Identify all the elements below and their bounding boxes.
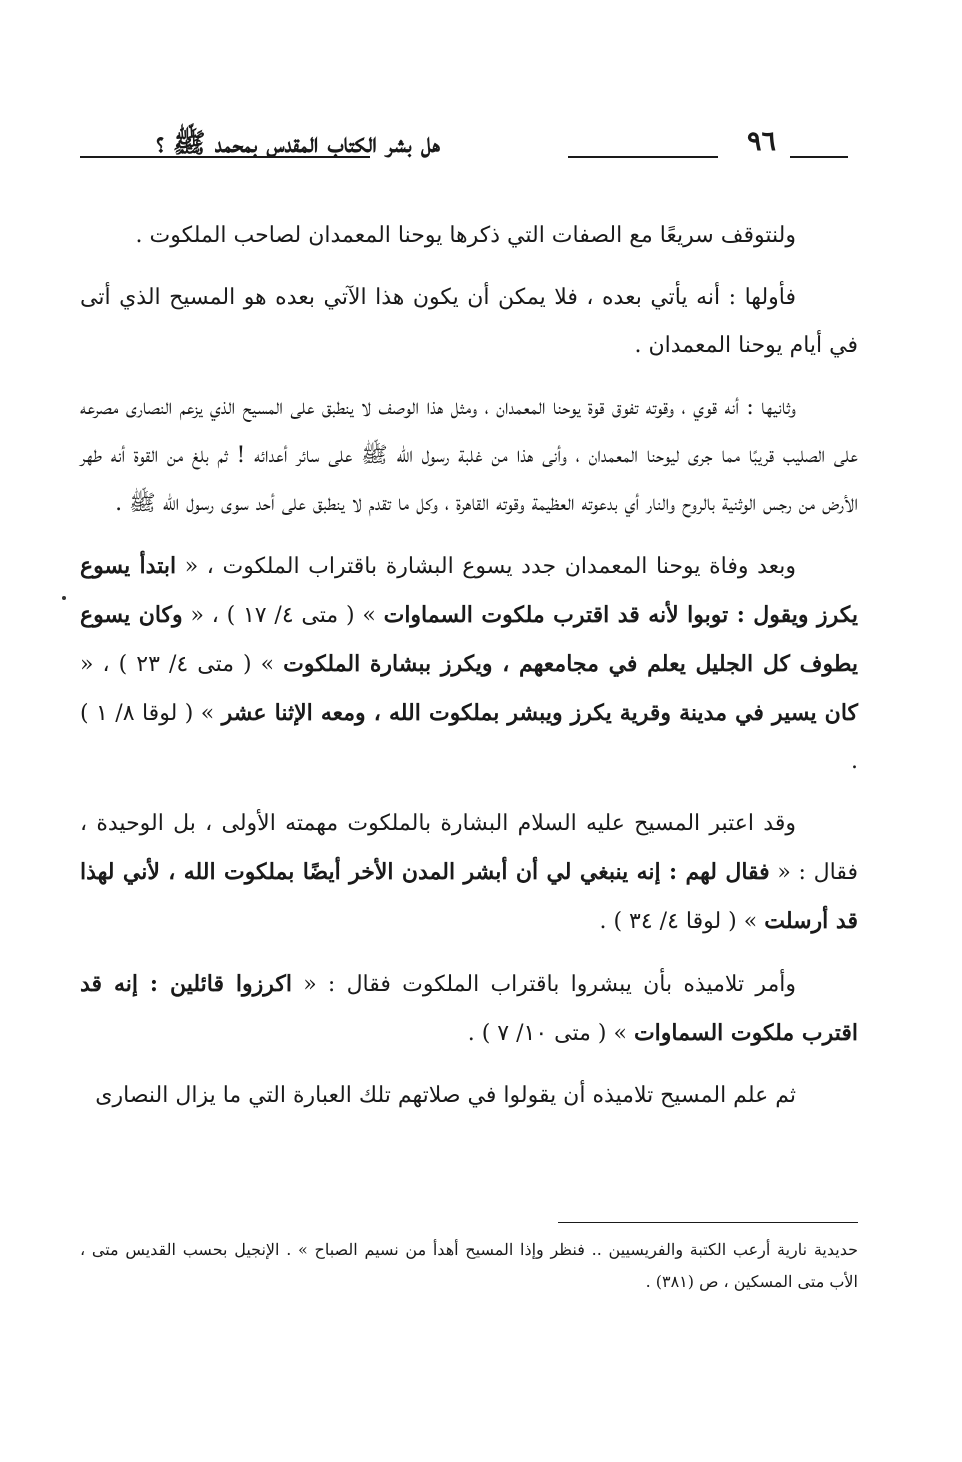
text-segment: » ( متى ٤/ ١٧ ) ، « xyxy=(182,603,384,628)
footnote-separator xyxy=(558,1222,858,1223)
running-header xyxy=(80,120,848,170)
footnote-text: حديدية نارية أرعب الكتبة والفريسيين .. فنظر وإذا المسيح أهدأ من نسيم الصباح » . الإنجيل بحسب القديس متى ، الأب متى المسكين ، ص (٣٨١) . xyxy=(80,1240,858,1291)
bold-quote: وكان يسوع يطوف كل الجليل يعلم في مجامعهم ، ويكرز ببشارة الملكوت xyxy=(80,602,859,677)
text-segment: وأمر تلاميذه بأن يبشروا باقتراب الملكوت فقال : « xyxy=(291,972,797,997)
text-segment: » ( متى ٤/ ٢٣ ) ، « xyxy=(80,652,284,677)
bold-quote: كان يسير في مدينة وقرية يكرز ويبشر بملكوت الله ، ومعه الإثنا عشر xyxy=(221,700,859,726)
text-segment: وثانيها : أنه قوي ، وقوته تفوق قوة يوحنا المعمدان ، ومثل هذا الوصف لا ينطبق على المسيح الذي يزعم النصارى مصرعه على الصليب قريبًا مما جرى ليوحنا المعمدان ، وأنى هذا من غلبة رسول الله ﷺ على سائر أعدائه ! ثم بلغ من القوة أنه طهر الأرض من رجس الوثنية بالروح والنار أي بدعوته العظيمة وقوته القاهرة ، وكل ما تقدم لا ينطبق على أحد سوى رسول الله ﷺ . xyxy=(80,395,858,516)
text-segment: » ( لوقا ٨/ ١ ) . xyxy=(80,701,858,774)
running-title: هل بشر الكتاب المقدس بمحمد ﷺ ؟ xyxy=(156,128,440,159)
scan-speck xyxy=(62,596,66,600)
text-segment: » ( لوقا ٤/ ٣٤ ) . xyxy=(599,909,765,934)
paragraph xyxy=(80,384,858,528)
body-text xyxy=(80,212,858,1134)
paragraph xyxy=(80,800,858,946)
text-segment: ثم علم المسيح تلاميذه أن يقولوا في صلاتهم تلك العبارة التي ما يزال النصارى xyxy=(95,1083,796,1108)
paragraph xyxy=(80,212,858,260)
bold-quote: ابتدأ يسوع يكرز ويقول : توبوا لأنه قد اقترب ملكوت السماوات xyxy=(80,553,858,628)
paragraph xyxy=(80,1072,858,1120)
paragraph xyxy=(80,542,858,786)
text-segment: » ( متى ١٠/ ٧ ) . xyxy=(467,1021,634,1046)
paragraph xyxy=(80,960,858,1058)
text-segment: وقد اعتبر المسيح عليه السلام البشارة بالملكوت مهمته الأولى ، بل الوحيدة ، فقال : « xyxy=(80,811,859,885)
page-number: ٩٦ xyxy=(746,126,776,157)
text-segment: ولنتوقف سريعًا مع الصفات التي ذكرها يوحنا المعمدان لصاحب الملكوت . xyxy=(135,223,796,248)
bold-quote: اكرزوا قائلين : إنه قد اقترب ملكوت السماوات xyxy=(80,971,858,1046)
header-rule-middle xyxy=(568,156,718,158)
text-segment: فأولها : أنه يأتي بعده ، فلا يمكن أن يكون هذا الآتي بعده هو المسيح الذي أتى في أيام يوحنا المعمدان . xyxy=(80,285,858,358)
paragraph xyxy=(80,274,858,370)
bold-quote: فقال لهم : إنه ينبغي لي أن أبشر المدن الأخر أيضًا بملكوت الله ، لأني لهذا قد أرسلت xyxy=(80,859,858,934)
text-segment: وبعد وفاة يوحنا المعمدان جدد يسوع البشارة باقتراب الملكوت ، « xyxy=(176,554,797,579)
header-rule-right xyxy=(790,156,848,158)
